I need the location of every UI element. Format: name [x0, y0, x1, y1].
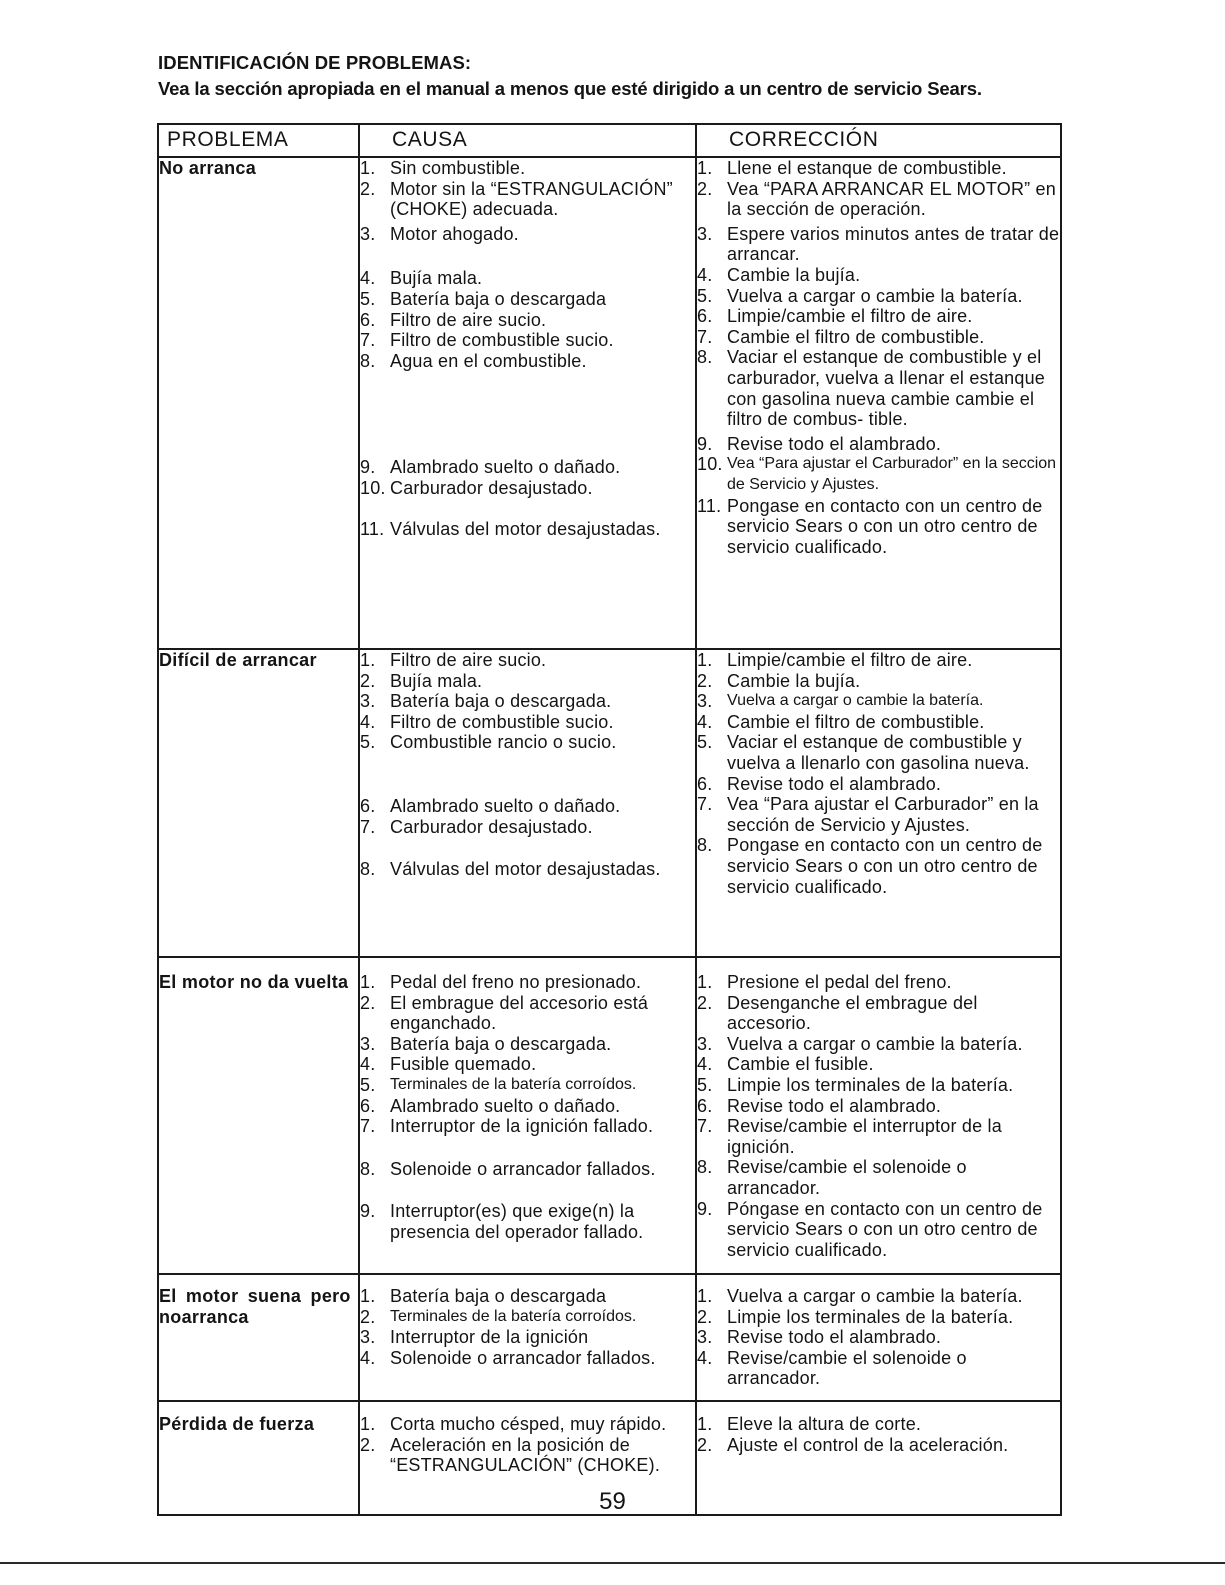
troubleshooting-table: [157, 123, 1062, 1516]
page-number: 59: [599, 1488, 626, 1515]
list-item: 3. Batería baja o descargada.: [360, 691, 612, 712]
correction-cell: [696, 649, 1061, 957]
list-item: 4. Cambie el filtro de combustible.: [697, 711, 985, 732]
page-bottom-rule: [0, 1562, 1225, 1564]
list-item: 2. Bujía mala.: [360, 670, 483, 691]
list-item: 6. Revise todo el alambrado.: [697, 773, 942, 794]
list-item: 5. Terminales de la batería corroídos.: [360, 1074, 637, 1095]
list-item: 9. Póngase en contacto con un centro de servicio Sears o con un otro centro de servicio cualificado.: [697, 1198, 1043, 1260]
table-row: [158, 649, 1061, 957]
list-item: 2. Aceleración en la posición de “ESTRANGULACIÓN” (CHOKE).: [360, 1434, 661, 1476]
problem-cell: No arranca: [158, 157, 359, 649]
list-item: 1. Vuelva a cargar o cambie la batería.: [697, 1286, 1023, 1306]
list-item: 1. Sin combustible.: [360, 158, 526, 178]
list-item: 2. Terminales de la batería corroídos.: [360, 1306, 637, 1327]
list-item: 4. Cambie la bujía.: [697, 264, 861, 285]
list-item: 2. Ajuste el control de la aceleración.: [697, 1434, 1009, 1455]
column-header-correccion: CORRECCIÓN: [696, 124, 1061, 157]
list-item: 9. Interruptor(es) que exige(n) la presencia del operador fallado.: [360, 1201, 644, 1242]
column-header-problema: PROBLEMA: [158, 124, 359, 157]
list-item: 4. Solenoide o arrancador fallados.: [360, 1347, 656, 1368]
list-item: 1. Batería baja o descargada: [360, 1286, 607, 1306]
list-item: 1. Limpie/cambie el filtro de aire.: [697, 650, 973, 670]
list-item: 6. Revise todo el alambrado.: [697, 1095, 942, 1116]
cause-cell: [359, 957, 696, 1274]
page-title: IDENTIFICACIÓN DE PROBLEMAS:: [158, 52, 472, 73]
list-item: 11. Pongase en contacto con un centro de servicio Sears o con un otro centro de servicio cualificado.: [697, 495, 1043, 557]
list-item: 2. El embrague del accesorio está enganchado.: [360, 992, 649, 1034]
list-item: 8. Revise/cambie el solenoide o arrancador.: [697, 1157, 967, 1198]
list-item: 7. Filtro de combustible sucio.: [360, 330, 614, 351]
list-item: 3. Revise todo el alambrado.: [697, 1327, 942, 1348]
list-item: 10. Vea “Para ajustar el Carburador” en la seccion de Servicio y Ajustes.: [697, 454, 1057, 493]
list-item: 4. Filtro de combustible sucio.: [360, 711, 614, 732]
list-item: 6. Alambrado suelto o dañado.: [360, 1095, 621, 1116]
list-item: 11. Válvulas del motor desajustadas.: [360, 518, 661, 539]
list-item: 4. Cambie el fusible.: [697, 1054, 874, 1075]
list-item: 7. Revise/cambie el interruptor de la ignición.: [697, 1116, 1002, 1157]
list-item: 4. Revise/cambie el solenoide o arrancador.: [697, 1347, 967, 1389]
list-item: 2. Limpie los terminales de la batería.: [697, 1306, 1014, 1327]
list-item: 7. Interruptor de la ignición fallado.: [360, 1116, 654, 1137]
list-item: 4. Fusible quemado.: [360, 1054, 537, 1075]
list-item: 6. Filtro de aire sucio.: [360, 309, 547, 330]
list-item: 2. Motor sin la “ESTRANGULACIÓN” (CHOKE) adecuada.: [360, 178, 673, 220]
list-item: 3. Interruptor de la ignición: [360, 1327, 589, 1348]
list-item: 5. Limpie los terminales de la batería.: [697, 1074, 1014, 1095]
list-item: 3. Motor ahogado.: [360, 223, 519, 244]
table-row: [158, 1274, 1061, 1401]
list-item: 5. Vaciar el estanque de combustible y vuelva a llenarlo con gasolina nueva.: [697, 732, 1030, 773]
list-item: 5. Combustible rancio o sucio.: [360, 732, 617, 753]
list-item: 8. Vaciar el estanque de combustible y el carburador, vuelva a llenar el estanque con gasolina nueva cambie cambie el filtro de combus- tible.: [697, 347, 1046, 430]
list-item: 3. Vuelva a cargar o cambie la batería.: [697, 1033, 1023, 1054]
problem-cell: Difícil de arrancar: [158, 649, 359, 957]
correction-cell: [696, 957, 1061, 1274]
list-item: 7. Cambie el filtro de combustible.: [697, 326, 985, 347]
list-item: 3. Espere varios minutos antes de tratar de arrancar.: [697, 223, 1060, 265]
page-subtitle: Vea la sección apropiada en el manual a menos que esté dirigido a un centro de servicio Sears.: [158, 78, 982, 99]
list-item: 1. Corta mucho césped, muy rápido.: [360, 1414, 667, 1434]
cause-cell: [359, 157, 696, 649]
list-item: 7. Vea “Para ajustar el Carburador” en la sección de Servicio y Ajustes.: [697, 794, 1039, 835]
table-row: [158, 957, 1061, 1274]
list-item: 9. Revise todo el alambrado.: [697, 433, 942, 454]
list-item: 7. Carburador desajustado.: [360, 816, 593, 837]
list-item: 5. Vuelva a cargar o cambie la batería.: [697, 285, 1023, 306]
list-item: 6. Alambrado suelto o dañado.: [360, 795, 621, 816]
list-item: 8. Solenoide o arrancador fallados.: [360, 1158, 656, 1179]
list-item: 6. Limpie/cambie el filtro de aire.: [697, 306, 973, 327]
table-row: [158, 157, 1061, 649]
problem-cell: El motor no da vuelta: [158, 957, 359, 1274]
list-item: 8. Pongase en contacto con un centro de servicio Sears o con un otro centro de servicio cualificado.: [697, 835, 1043, 897]
table-header-row: [158, 124, 1061, 157]
list-item: 3. Vuelva a cargar o cambie la batería.: [697, 691, 984, 712]
list-item: 1. Eleve la altura de corte.: [697, 1414, 922, 1434]
cause-cell: [359, 649, 696, 957]
column-header-causa: CAUSA: [359, 124, 696, 157]
correction-cell: [696, 1274, 1061, 1401]
list-item: 5. Batería baja o descargada: [360, 288, 607, 309]
list-item: 3. Batería baja o descargada.: [360, 1033, 612, 1054]
correction-cell: [696, 157, 1061, 649]
problem-cell: El motor suena pero noarranca: [158, 1274, 359, 1401]
list-item: 2. Vea “PARA ARRANCAR EL MOTOR” en la sección de operación.: [697, 178, 1056, 220]
list-item: 1. Llene el estanque de combustible.: [697, 158, 1007, 178]
list-item: 1. Filtro de aire sucio.: [360, 650, 547, 670]
list-item: 9. Alambrado suelto o dañado.: [360, 457, 621, 478]
list-item: 1. Presione el pedal del freno.: [697, 972, 952, 992]
list-item: 2. Cambie la bujía.: [697, 670, 861, 691]
list-item: 4. Bujía mala.: [360, 268, 483, 289]
list-item: 10. Carburador desajustado.: [360, 477, 593, 498]
cause-cell: [359, 1274, 696, 1401]
list-item: 2. Desenganche el embrague del accesorio.: [697, 992, 978, 1034]
problem-cell: Pérdida de fuerza: [158, 1401, 359, 1515]
list-item: 8. Agua en el combustible.: [360, 350, 587, 371]
list-item: 8. Válvulas del motor desajustadas.: [360, 859, 661, 880]
list-item: 1. Pedal del freno no presionado.: [360, 972, 642, 992]
